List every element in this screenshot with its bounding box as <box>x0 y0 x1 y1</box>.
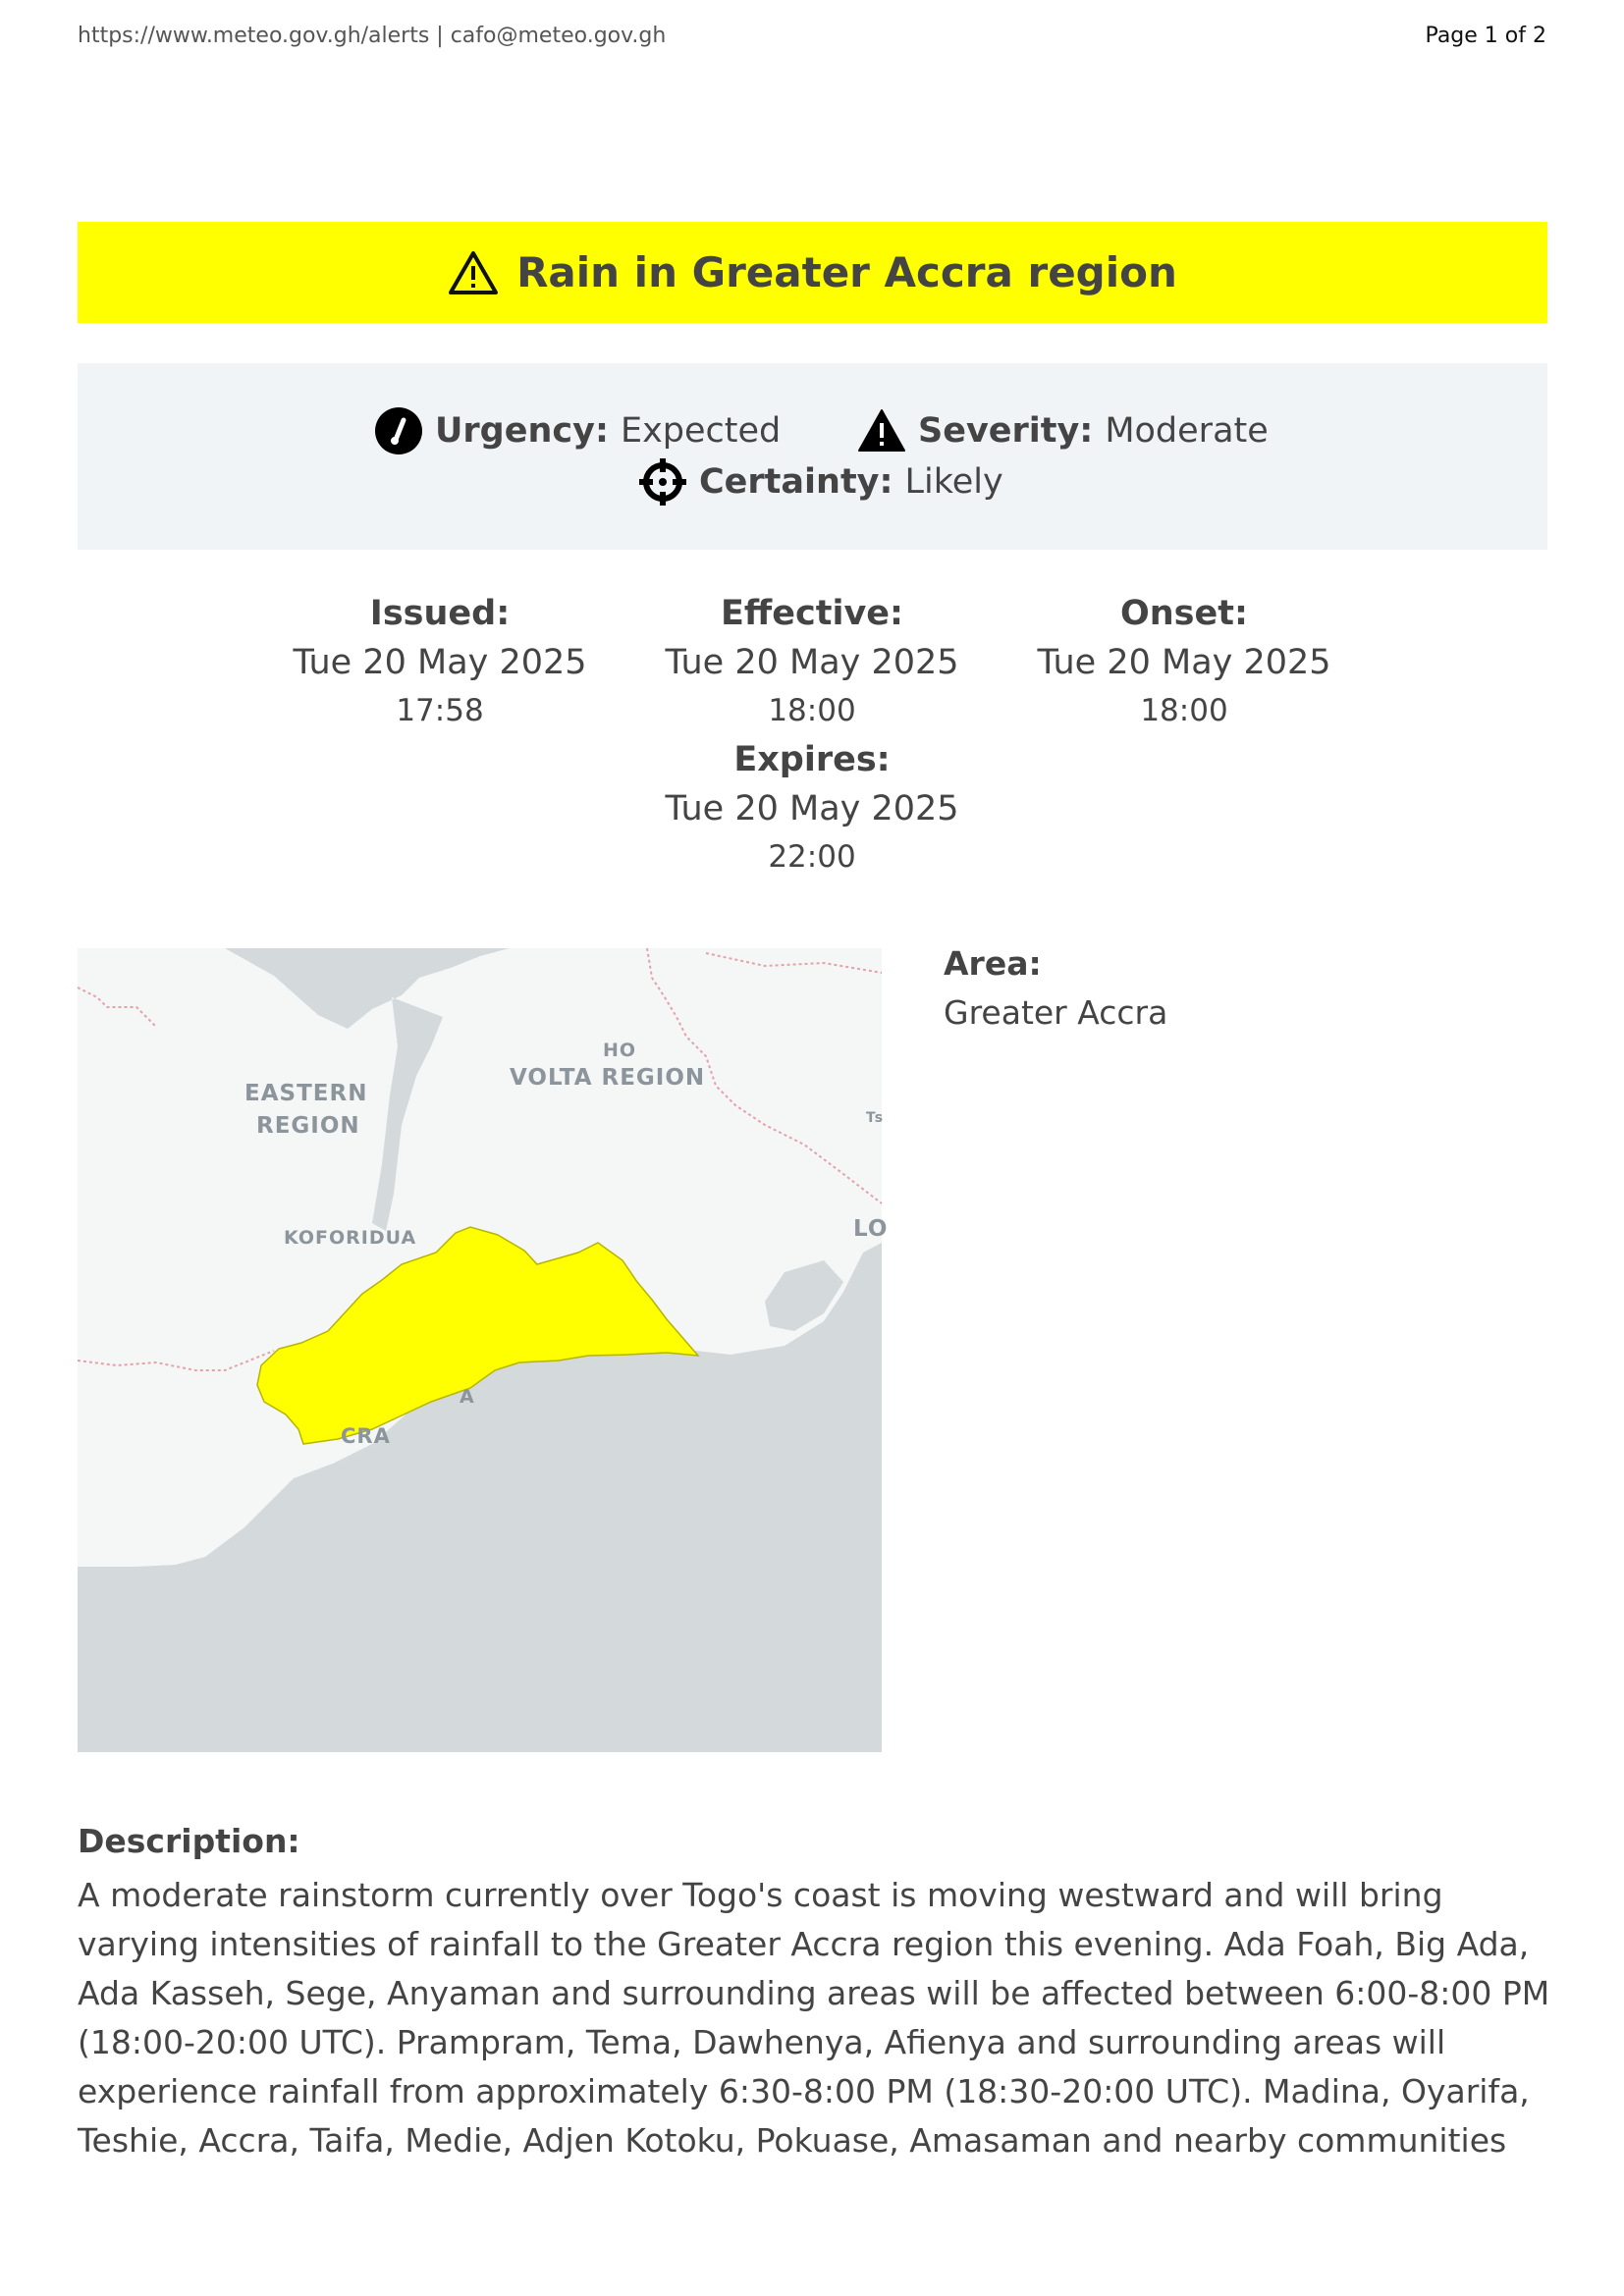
gauge-icon <box>374 406 423 455</box>
map-label-lo: LO <box>853 1216 889 1242</box>
expires-date: Tue 20 May 2025 <box>665 789 959 828</box>
map-label-eastern-2: REGION <box>256 1113 360 1139</box>
crosshairs-icon <box>638 457 687 507</box>
effective-time: 18:00 <box>768 693 856 728</box>
map-label-volta: VOLTA REGION <box>510 1065 706 1091</box>
expires-time: 22:00 <box>768 839 856 875</box>
map-svg <box>78 948 889 1752</box>
map-label-a: A <box>460 1386 475 1408</box>
page-header <box>78 24 1546 53</box>
warning-triangle-icon <box>448 250 499 295</box>
certainty-row <box>638 457 1003 507</box>
severity-row <box>857 406 1269 455</box>
urgency-label: Urgency: <box>435 411 609 451</box>
exclamation-triangle-icon <box>857 406 906 455</box>
description-label: Description: <box>78 1822 300 1860</box>
description-text: A moderate rainstorm currently over Togo's coast is moving westward and will bring varying intensities of rainfall to the Greater Accra region this evening. Ada Foah, Big Ada, Ada Kasseh, Sege, Anyaman and surrounding areas will be affected between 6:00-8:00 PM (18:00-20:00 UTC). Prampram, Tema, Dawhenya, Afienya and surrounding areas will experience rainfall from approximately 6:30-8:00 PM (18:30-20:00 UTC). Madina, Oyarifa, Teshie, Accra, Taifa, Medie, Adjen Kotoku, Pokuase, Amasaman and nearby communities <box>78 1876 1550 2160</box>
effective-block <box>625 589 999 734</box>
severity-label: Severity: <box>918 411 1094 451</box>
map-label-eastern-1: EASTERN <box>244 1081 368 1106</box>
onset-block <box>998 589 1371 734</box>
issued-block <box>253 589 626 734</box>
area-label: Area: <box>944 944 1042 983</box>
map-label-cra: CRA <box>341 1424 391 1448</box>
alert-meta-panel <box>78 363 1547 550</box>
expires-block <box>625 735 999 881</box>
severity-value: Moderate <box>1105 411 1269 451</box>
onset-date: Tue 20 May 2025 <box>1037 643 1331 682</box>
map-label-ho: HO <box>603 1040 637 1061</box>
map-label-koforidua: KOFORIDUA <box>284 1227 417 1249</box>
effective-date: Tue 20 May 2025 <box>665 643 959 682</box>
area-value: Greater Accra <box>944 993 1168 1032</box>
onset-label: Onset: <box>1120 594 1248 633</box>
effective-label: Effective: <box>720 594 904 633</box>
map-label-ts: Ts <box>866 1110 885 1126</box>
alert-area-map[interactable] <box>78 948 889 1752</box>
expires-label: Expires: <box>733 740 891 779</box>
issued-date: Tue 20 May 2025 <box>293 643 587 682</box>
urgency-row <box>374 406 781 455</box>
alert-title: Rain in Greater Accra region <box>516 248 1177 296</box>
alert-title-banner <box>78 222 1547 323</box>
certainty-value: Likely <box>904 462 1003 502</box>
issued-time: 17:58 <box>396 693 484 728</box>
onset-time: 18:00 <box>1140 693 1228 728</box>
issued-label: Issued: <box>369 594 511 633</box>
urgency-value: Expected <box>620 411 782 451</box>
page-number: Page 1 of 2 <box>1425 24 1546 48</box>
certainty-label: Certainty: <box>699 462 893 502</box>
header-url-contact: https://www.meteo.gov.gh/alerts | cafo@meteo.gov.gh <box>78 24 667 48</box>
